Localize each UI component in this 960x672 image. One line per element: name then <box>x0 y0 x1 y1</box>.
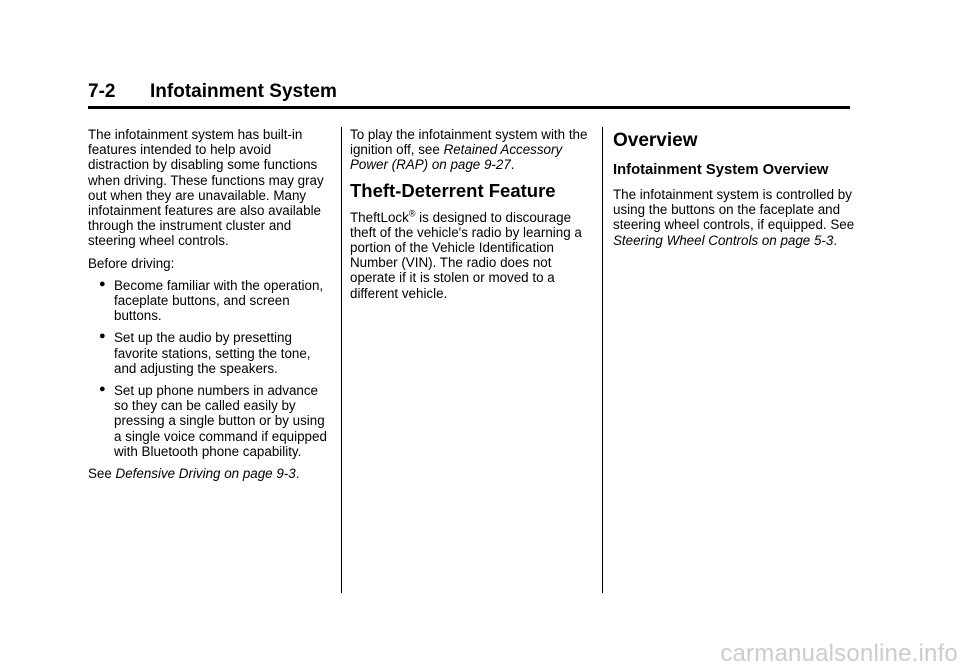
list-item: ● Set up phone numbers in advance so they can be called easily by pressing a single button or by using a single voice command if equipped with Bluetooth phone capability. <box>99 383 327 459</box>
section-title: Infotainment System <box>150 81 337 102</box>
infotainment-overview-subheading: Infotainment System Overview <box>613 162 829 178</box>
column-divider-1 <box>341 127 342 593</box>
page-number: 7-2 <box>88 81 116 102</box>
column-1 <box>88 127 334 488</box>
overview-paragraph: The infotainment system is controlled by using the buttons on the faceplate and steering wheel controls, if equipped. See Steering Wheel Controls on page 5-3. <box>613 187 855 248</box>
theftlock-paragraph: TheftLock® is designed to discourage theft of the vehicle's radio by learning a portion of the Vehicle Identification Number (VIN). The radio does not operate if it is stolen or moved to a different vehicle. <box>350 208 582 301</box>
before-driving-list <box>88 278 334 459</box>
bullet-icon: ● <box>99 330 106 343</box>
bullet-icon: ● <box>99 277 106 290</box>
rap-paragraph: To play the infotainment system with the ignition off, see Retained Accessory Power (RAP) on page 9-27. <box>350 127 588 173</box>
defensive-driving-link[interactable]: Defensive Driving on page 9-3 <box>115 466 296 482</box>
column-2 <box>350 127 594 308</box>
rap-link[interactable]: Retained Accessory Power (RAP) on page 9-27 <box>350 142 563 173</box>
registered-mark: ® <box>408 208 416 219</box>
column-3 <box>613 127 857 255</box>
theft-deterrent-heading: Theft-Deterrent Feature <box>350 179 556 201</box>
intro-paragraph: The infotainment system has built-in features intended to help avoid distraction by disabling some functions when driving. These functions may gray out when they are unavailable. Many infotainment features are also available through the instrument cluster and steering wheel controls. <box>88 127 324 249</box>
list-item: ● Set up the audio by presetting favorite stations, setting the tone, and adjusting the speakers. <box>99 330 311 376</box>
before-driving-label: Before driving: <box>88 255 175 271</box>
column-divider-2 <box>602 127 603 593</box>
overview-heading: Overview <box>613 130 698 151</box>
steering-wheel-controls-link[interactable]: Steering Wheel Controls on page 5-3 <box>613 232 834 248</box>
list-item: ● Become familiar with the operation, faceplate buttons, and screen buttons. <box>99 277 324 324</box>
bullet-icon: ● <box>99 383 106 396</box>
watermark: carmanualsonline.info <box>720 640 958 667</box>
page-header <box>88 80 850 109</box>
see-reference: See Defensive Driving on page 9-3. <box>88 466 300 482</box>
